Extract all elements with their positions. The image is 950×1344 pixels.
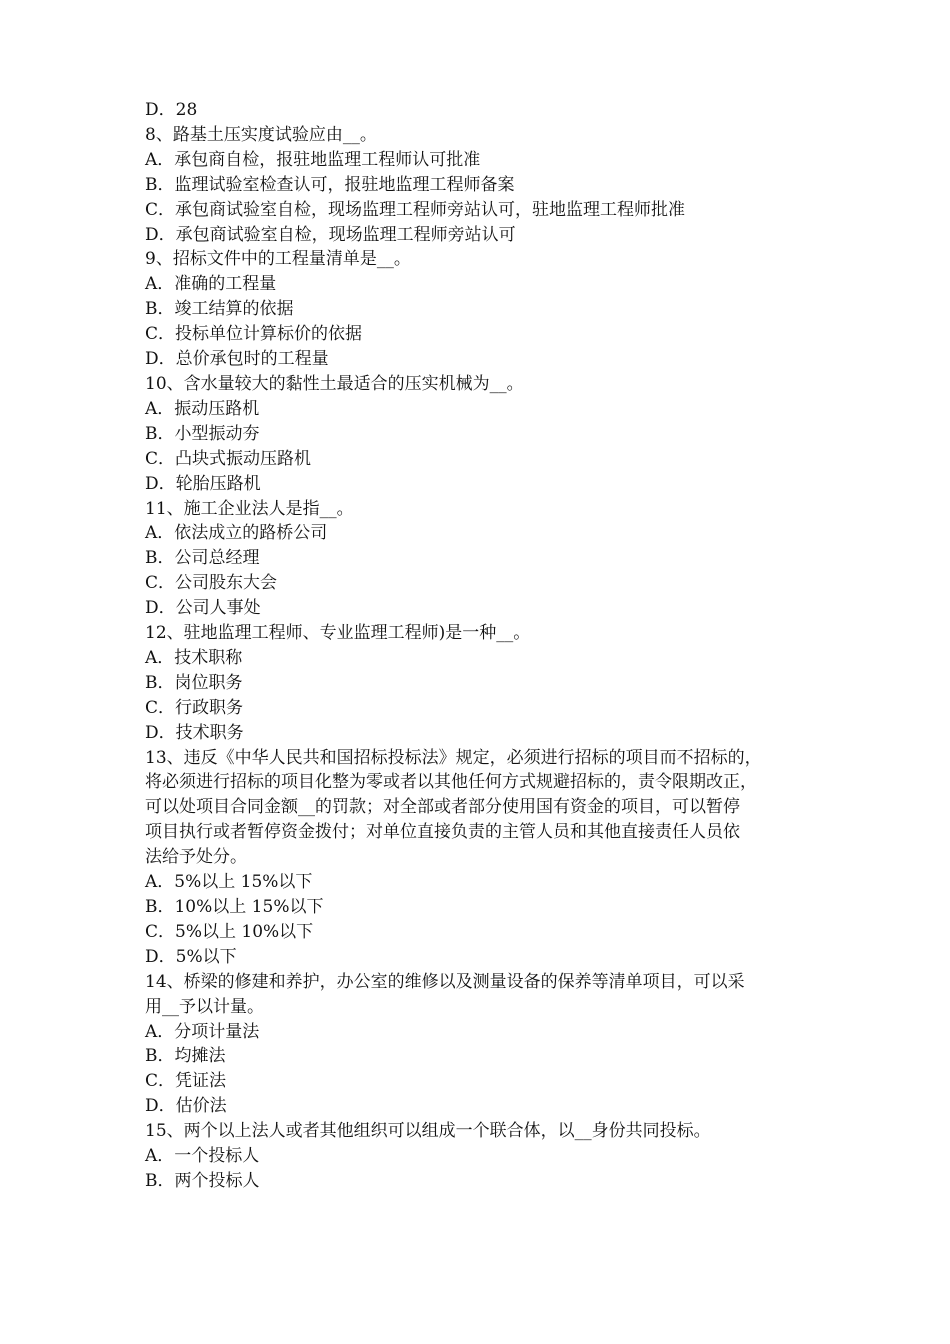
- option-b-q8: B．监理试验室检查认可，报驻地监理工程师备案: [145, 174, 515, 195]
- option-d-q9: D．总价承包时的工程量: [145, 349, 329, 370]
- option-c-q11: C．公司股东大会: [145, 573, 278, 594]
- option-a-q9: A．准确的工程量: [145, 274, 277, 295]
- option-c-q8: C．承包商试验室自检，现场监理工程师旁站认可，驻地监理工程师批准: [145, 199, 686, 220]
- option-d-q7: D．28: [145, 100, 198, 120]
- question-12: 12、驻地监理工程师、专业监理工程师)是一种__。: [145, 623, 531, 644]
- question-13-line-4: 项目执行或者暂停资金拨付；对单位直接负责的主管人员和其他直接责任人员依: [145, 822, 740, 843]
- question-11: 11、施工企业法人是指__。: [145, 498, 354, 519]
- option-d-q13: D．5%以下: [145, 946, 237, 967]
- option-d-q10: D．轮胎压路机: [145, 473, 261, 494]
- option-b-q15: B．两个投标人: [145, 1170, 260, 1191]
- option-d-q11: D．公司人事处: [145, 598, 261, 619]
- question-13-line-2: 将必须进行招标的项目化整为零或者以其他任何方式规避招标的，责令限期改正，: [145, 772, 757, 793]
- question-15: 15、两个以上法人或者其他组织可以组成一个联合体，以__身份共同投标。: [145, 1121, 711, 1142]
- option-c-q9: C．投标单位计算标价的依据: [145, 324, 363, 345]
- option-a-q11: A．依法成立的路桥公司: [145, 523, 328, 544]
- option-b-q13: B．10%以上 15%以下: [145, 897, 324, 917]
- option-b-q11: B．公司总经理: [145, 548, 260, 569]
- option-a-q8: A．承包商自检，报驻地监理工程师认可批准: [145, 149, 481, 170]
- option-a-q10: A．振动压路机: [145, 398, 260, 419]
- option-a-q14: A．分项计量法: [145, 1021, 260, 1042]
- question-13-line-5: 法给予处分。: [145, 847, 247, 868]
- question-13-line-3: 可以处项目合同金额__的罚款；对全部或者部分使用国有资金的项目，可以暂停: [145, 797, 740, 818]
- option-d-q14: D．估价法: [145, 1096, 227, 1117]
- option-b-q9: B．竣工结算的依据: [145, 299, 294, 320]
- question-14-line-1: 14、桥梁的修建和养护，办公室的维修以及测量设备的保养等清单项目，可以采: [145, 971, 745, 992]
- question-8: 8、路基土压实度试验应由__。: [145, 124, 377, 145]
- option-c-q14: C．凭证法: [145, 1071, 227, 1092]
- document-page: [145, 98, 835, 1194]
- option-b-q10: B．小型振动夯: [145, 423, 260, 444]
- option-c-q10: C．凸块式振动压路机: [145, 448, 312, 469]
- question-9: 9、招标文件中的工程量清单是__。: [145, 249, 411, 270]
- option-c-q13: C．5%以上 10%以下: [145, 921, 314, 942]
- option-b-q14: B．均摊法: [145, 1046, 226, 1067]
- option-b-q12: B．岗位职务: [145, 672, 243, 693]
- option-a-q12: A．技术职称: [145, 647, 243, 668]
- option-a-q15: A．一个投标人: [145, 1146, 260, 1167]
- option-d-q8: D．承包商试验室自检，现场监理工程师旁站认可: [145, 224, 516, 245]
- option-d-q12: D．技术职务: [145, 722, 244, 743]
- question-10: 10、含水量较大的黏性土最适合的压实机械为__。: [145, 373, 524, 394]
- question-13-line-1: 13、违反《中华人民共和国招标投标法》规定，必须进行招标的项目而不招标的，: [145, 747, 762, 768]
- option-c-q12: C．行政职务: [145, 697, 244, 718]
- option-a-q13: A．5%以上 15%以下: [145, 872, 313, 893]
- question-14-line-2: 用__予以计量。: [145, 996, 264, 1017]
